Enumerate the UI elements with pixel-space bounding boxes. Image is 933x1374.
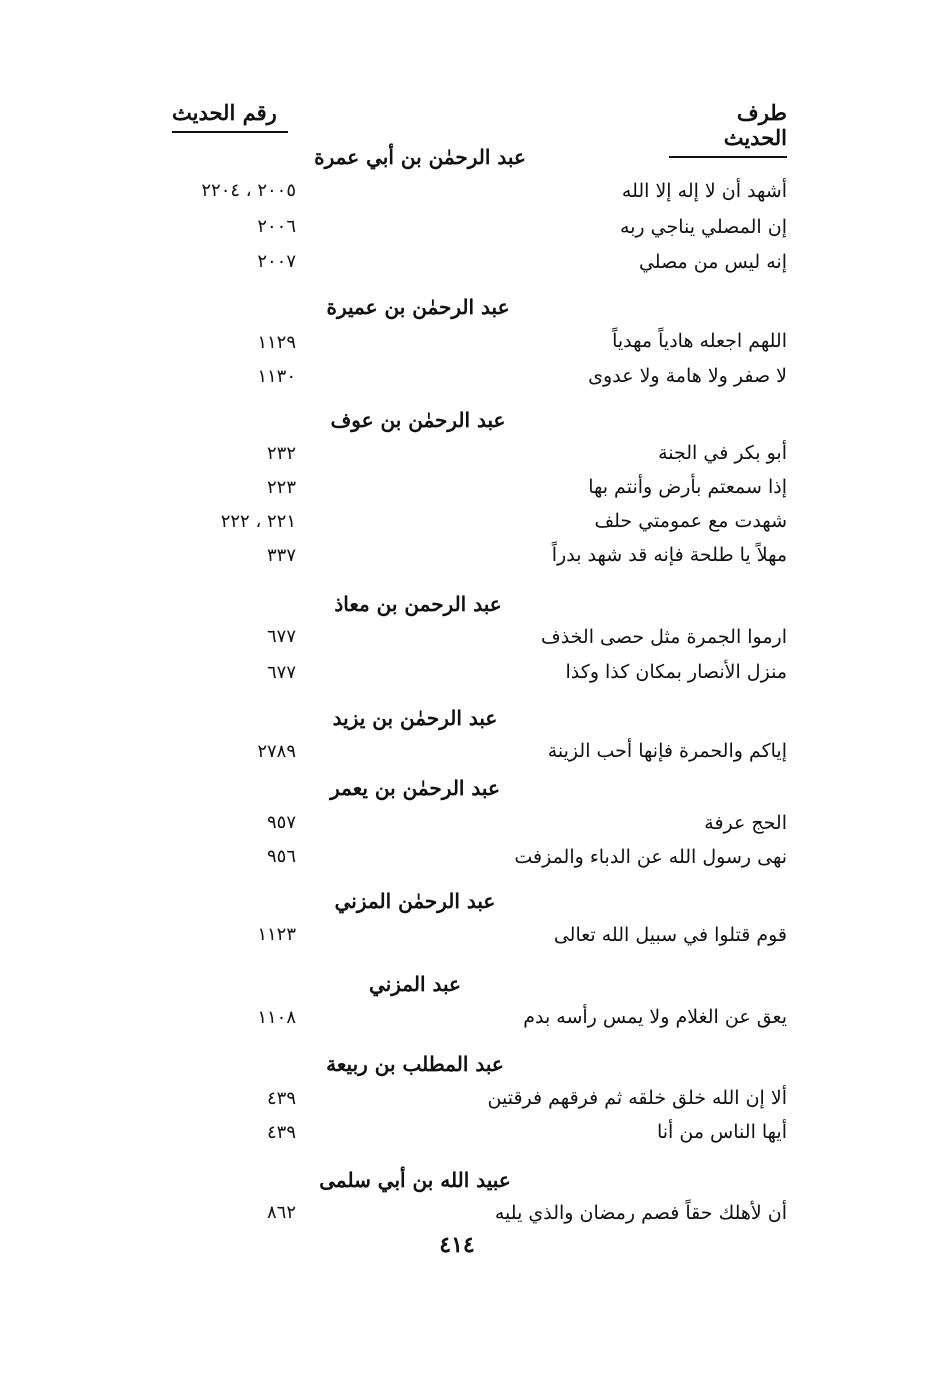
hadith-start: أن لأهلك حقاً فصم رمضان والذي يليه [494,1202,787,1224]
hadith-start: لا صفر ولا هامة ولا عدوى [588,365,787,387]
hadith-number: ٦٧٧ [266,662,296,683]
hadith-number: ٢٢٣ [266,477,296,498]
narrator-heading: عبيد الله بن أبي سلمى [319,1168,511,1192]
hadith-number: ١١٣٠ [257,366,296,387]
hadith-number: ٩٥٦ [266,846,296,867]
hadith-start: أيها الناس من أنا [656,1121,787,1143]
hadith-number: ٨٦٢ [266,1202,296,1223]
hadith-number: ١١٠٨ [257,1007,296,1028]
hadith-number: ٢٠٠٥ ، ٢٢٠٤ [201,180,296,201]
narrator-heading: عبد الرحمٰن بن عميرة [326,295,510,319]
narrator-heading: عبد الرحمٰن بن عوف [330,408,506,432]
column-header-hadith-number: رقم الحديث [172,100,288,133]
hadith-number: ٢٧٨٩ [257,741,296,762]
hadith-start: منزل الأنصار بمكان كذا وكذا [565,661,787,683]
page-number: ٤١٤ [439,1232,475,1258]
hadith-start: إذا سمعتم بأرض وأنتم بها [588,476,787,498]
narrator-heading: عبد المطلب بن ربيعة [326,1052,504,1076]
hadith-start: يعق عن الغلام ولا يمس رأسه بدم [523,1006,787,1028]
narrator-heading: عبد الرحمن بن معاذ [334,592,502,616]
column-header-hadith-start: طرف الحديث [669,100,787,158]
hadith-start: ارموا الجمرة مثل حصى الخذف [541,626,787,648]
hadith-number: ٢٣٢ [266,443,296,464]
hadith-number: ٢٠٠٦ [257,216,296,237]
hadith-start: مهلاً يا طلحة فإنه قد شهد بدراً [551,544,787,566]
hadith-number: ٦٧٧ [266,626,296,647]
hadith-start: إياكم والحمرة فإنها أحب الزينة [547,740,787,762]
hadith-start: الحج عرفة [704,812,787,834]
hadith-start: إن المصلي يناجي ربه [619,216,787,238]
hadith-number: ٢٠٠٧ [257,251,296,272]
hadith-start: إنه ليس من مصلي [638,251,787,273]
narrator-heading: عبد الرحمٰن المزني [334,889,496,913]
hadith-start: شهدت مع عمومتي حلف [594,510,787,532]
hadith-start: نهى رسول الله عن الدباء والمزفت [514,846,787,868]
hadith-number: ١١٢٣ [257,924,296,945]
hadith-start: أشهد أن لا إله إلا الله [621,180,787,202]
hadith-start: قوم قتلوا في سبيل الله تعالى [553,924,787,946]
narrator-heading: عبد الرحمٰن بن يزيد [332,706,498,730]
narrator-heading: عبد المزني [369,972,461,996]
hadith-start: أبو بكر في الجنة [658,442,787,464]
hadith-number: ٤٣٩ [266,1122,296,1143]
hadith-number: ٩٥٧ [266,812,296,833]
narrator-heading: عبد الرحمٰن بن يعمر [330,776,500,800]
hadith-number: ٤٣٩ [266,1088,296,1109]
hadith-start: ألا إن الله خلق خلقه ثم فرقهم فرقتين [487,1087,787,1109]
narrator-heading: عبد الرحمٰن بن أبي عمرة [314,145,526,169]
hadith-number: ٣٣٧ [266,545,296,566]
hadith-start: اللهم اجعله هادياً مهدياً [612,330,787,352]
hadith-number: ١١٢٩ [257,332,296,353]
hadith-number: ٢٢١ ، ٢٢٢ [220,511,296,532]
